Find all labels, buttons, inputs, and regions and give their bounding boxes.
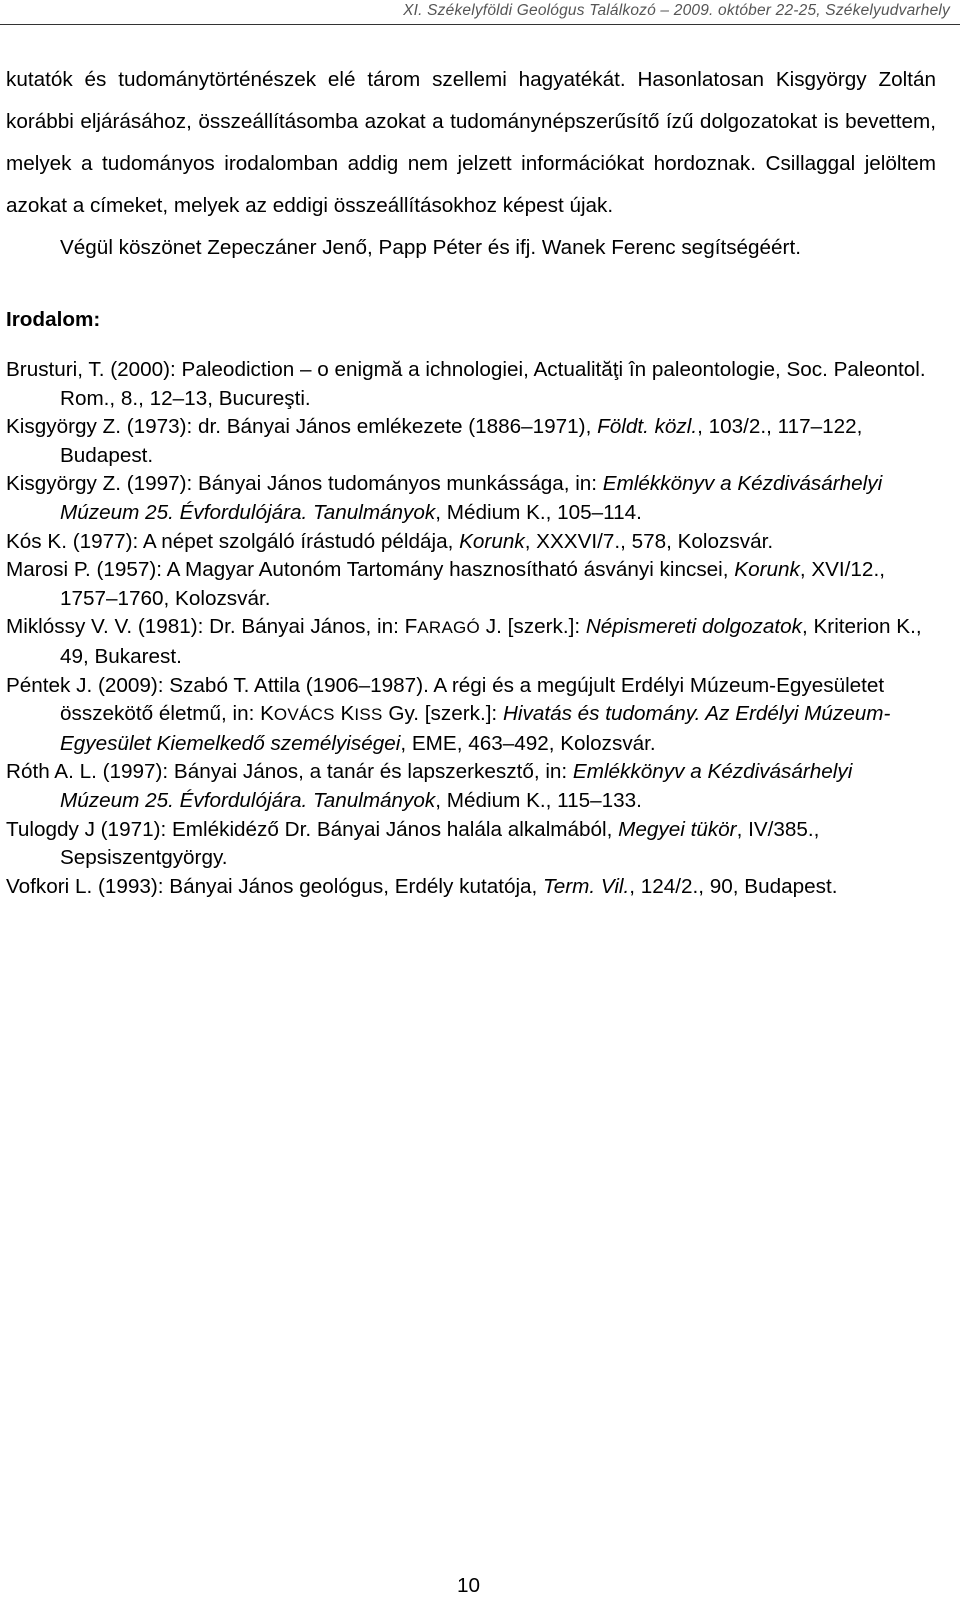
page-number: 10	[456, 1574, 480, 1597]
reference-details: , Kriterion K., 49, Bukarest.	[60, 615, 922, 668]
reference-smallcaps: OVÁCS	[273, 705, 335, 725]
reference-item	[6, 873, 936, 902]
reference-details: , Médium K., 115–133.	[435, 788, 642, 812]
reference-source: Term. Vil.	[543, 874, 630, 898]
reference-details: , EME, 463–492, Kolozsvár.	[400, 731, 656, 755]
reference-text: Gy. [szerk.]:	[382, 702, 503, 726]
reference-text: Kisgyörgy Z. (1973): dr. Bányai János emlékezete (1886–1971),	[6, 415, 598, 439]
reference-source: Hivatás és tudomány. Az Erdélyi Múzeum-Egyesület Kiemelkedő személyiségei	[60, 702, 891, 755]
running-header: XI. Székelyföldi Geológus Találkozó – 2009. október 22-25, Székelyudvarhely	[403, 2, 950, 19]
reference-text: Vofkori L. (1993): Bányai János geológus, Erdély kutatója,	[6, 874, 544, 898]
reference-details: , IV/385., Sepsiszentgyörgy.	[60, 817, 820, 870]
reference-item	[6, 613, 936, 671]
reference-text: Marosi P. (1957): A Magyar Autonóm Tartomány hasznosítható ásványi kincsei,	[6, 558, 735, 582]
reference-source: Földt. közl.	[597, 415, 698, 439]
reference-source: Népismereti dolgozatok	[585, 615, 803, 639]
reference-details: , Médium K., 105–114.	[435, 500, 642, 524]
reference-details: , XXXVI/7., 578, Kolozsvár.	[524, 529, 774, 553]
reference-details: , 103/2., 117–122, Budapest.	[60, 415, 863, 467]
reference-item	[6, 413, 936, 470]
reference-details: , XVI/12., 1757–1760, Kolozsvár.	[60, 558, 885, 610]
reference-source: Emlékkönyv a Kézdivásárhelyi Múzeum 25. Évfordulójára. Tanulmányok	[60, 760, 853, 812]
reference-text: Brusturi, T. (2000): Paleodiction – o enigmă a ichnologiei, Actualităţi în paleontologie, Soc. Paleontol. Rom., 8., 12–13, Bucureşti.	[6, 358, 926, 410]
page-content	[6, 59, 936, 901]
reference-item	[6, 470, 936, 527]
reference-text: Kós K. (1977): A népet szolgáló írástudó példája,	[6, 529, 460, 553]
reference-item	[6, 556, 936, 613]
reference-item	[6, 356, 936, 413]
reference-text: Róth A. L. (1997): Bányai János, a tanár és lapszerkesztő, in:	[6, 760, 573, 784]
reference-source: Emlékkönyv a Kézdivásárhelyi Múzeum 25. Évfordulójára. Tanulmányok	[60, 472, 883, 524]
references-heading: Irodalom:	[6, 308, 101, 331]
reference-item	[6, 528, 936, 557]
reference-text: Tulogdy J (1971): Emlékidéző Dr. Bányai János halála alkalmából,	[6, 817, 619, 841]
reference-item	[6, 816, 936, 873]
header-rule	[0, 24, 960, 25]
reference-text: Kisgyörgy Z. (1997): Bányai János tudományos munkássága, in:	[6, 472, 603, 496]
reference-list	[6, 356, 936, 901]
reference-source: Korunk	[734, 558, 800, 582]
reference-source: Korunk	[459, 529, 525, 553]
reference-source: Megyei tükör	[618, 817, 737, 841]
reference-text: Miklóssy V. V. (1981): Dr. Bányai János, in: F	[6, 615, 418, 639]
body-paragraph-1: kutatók és tudománytörténészek elé tárom szellemi hagyatékát. Hasonlatosan Kisgyörgy Zoltán korábbi eljárásához, összeállításomba azokat a tudománynépszerűsítő ízű dolgozatokat is bevettem, melyek a tudományos irodalomban addig nem jelzett információkat hordoznak. Csillaggal jelöltem azokat a címeket, melyek az eddigi összeállításokhoz képest újak.	[6, 68, 936, 217]
reference-text: J. [szerk.]:	[480, 615, 586, 639]
reference-details: , 124/2., 90, Budapest.	[629, 874, 838, 898]
reference-item	[6, 672, 936, 759]
reference-text: K	[334, 702, 355, 726]
reference-smallcaps: ARAGÓ	[417, 618, 481, 638]
reference-text: Péntek J. (2009): Szabó T. Attila (1906–1987). A régi és a megújult Erdélyi Múzeum-Egyesületet összekötő életmű, in: K	[6, 673, 885, 726]
body-paragraph-2: Végül köszönet Zepeczáner Jenő, Papp Péter és ifj. Wanek Ferenc segítségéért.	[60, 236, 801, 259]
reference-smallcaps: ISS	[354, 705, 383, 725]
reference-item	[6, 758, 936, 815]
